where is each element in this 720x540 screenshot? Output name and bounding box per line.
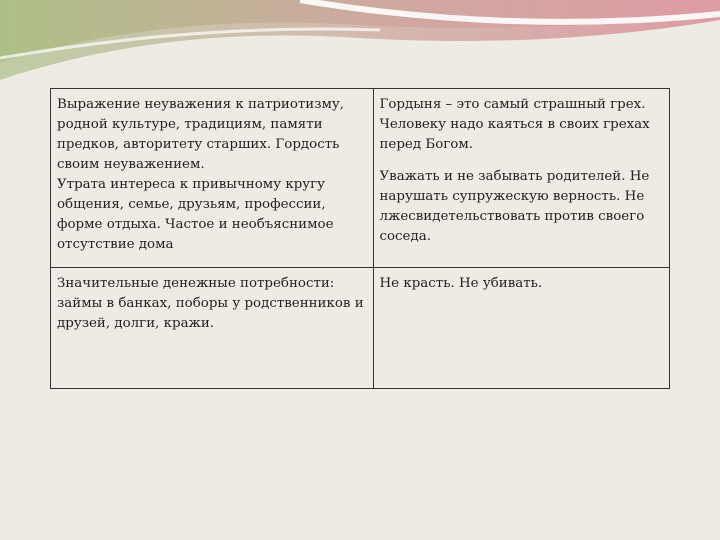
table-row	[51, 89, 670, 268]
cell-text: Уважать и не забывать родителей. Не нарушать супружескую верность. Не лжесвидетельствовать против своего соседа.	[379, 169, 650, 244]
cell-text: Утрата интереса к привычному кругу общения, семье, друзьям, профессии, форме отдыха. Частое и необъяснимое отсутствие дома	[57, 177, 334, 252]
content-table	[50, 88, 670, 389]
table-cell-right	[373, 89, 670, 268]
cell-text: Выражение неуважения к патриотизму, родной культуре, традициям, памяти предков, авторитету старших. Гордость своим неуважением.	[57, 97, 345, 172]
cell-text: Гордыня – это самый страшный грех. Человеку надо каяться в своих грехах перед Богом.	[379, 97, 650, 152]
table-row	[51, 268, 670, 389]
cell-text: Значительные денежные потребности: займы в банках, поборы у родственников и друзей, долги, кражи.	[57, 276, 364, 331]
header-decoration	[0, 0, 720, 90]
cell-text: Не красть. Не убивать.	[379, 276, 543, 291]
table-cell-right	[373, 268, 670, 389]
content-table-wrapper	[50, 88, 670, 378]
table-cell-left	[51, 89, 374, 268]
table-cell-left	[51, 268, 374, 389]
